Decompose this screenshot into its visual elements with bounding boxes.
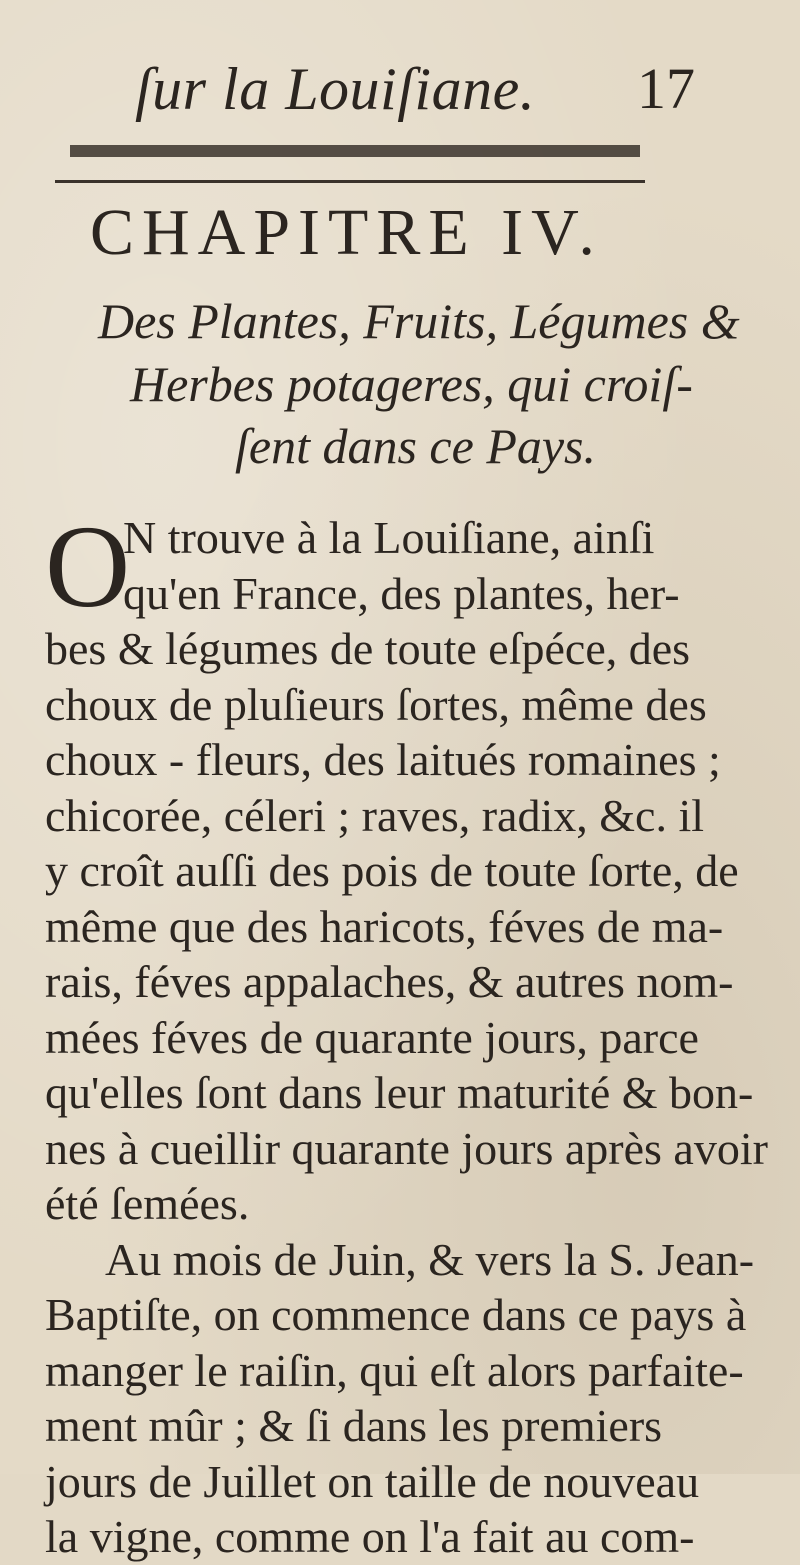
text-line: manger le raiſin, qui eſt alors parfaite-: [45, 1344, 744, 1396]
text-line: choux - fleurs, des laitués romaines ;: [45, 734, 721, 785]
text-line: y croît auſſi des pois de toute ſorte, de: [45, 845, 739, 896]
text-line: ment mûr ; & ſi dans les premiers: [45, 1400, 663, 1451]
text-line: Baptiſte, on commence dans ce pays à: [45, 1289, 747, 1340]
text-line: N trouve à la Louiſiane, ainſi: [123, 512, 655, 563]
text-line: jours de Juillet on taille de nouveau: [45, 1455, 700, 1507]
ornamental-rule: [70, 145, 640, 157]
running-head: [135, 55, 695, 125]
chapter-subtitle-line: ſent dans ce Pays.: [235, 418, 597, 474]
text-line: même que des haricots, féves de ma-: [45, 900, 724, 952]
text-line: rais, féves appalaches, & autres nom-: [45, 956, 734, 1007]
text-line: choux de pluſieurs ſortes, même des: [45, 678, 707, 730]
text-line: Au mois de Juin, & vers la S. Jean-: [105, 1233, 755, 1285]
text-line: mées féves de quarante jours, parce: [45, 1011, 699, 1063]
text-line: chicorée, céleri ; raves, radix, &c. il: [45, 789, 705, 841]
divider-rule: [55, 180, 645, 183]
text-line: qu'elles ſont dans leur maturité & bon-: [45, 1067, 754, 1118]
drop-cap: O: [45, 501, 131, 632]
page-number: 17: [637, 56, 695, 121]
text-line: été ſemées.: [45, 1178, 250, 1229]
chapter-subtitle-line: Herbes potageres, qui croiſ-: [130, 356, 693, 412]
text-line: nes à cueillir quarante jours après avoir: [45, 1122, 768, 1174]
text-line: la vigne, comme on l'a fait au com-: [45, 1511, 695, 1562]
text-line: qu'en France, des plantes, her-: [123, 567, 680, 619]
text-line: bes & légumes de toute eſpéce, des: [45, 623, 691, 674]
chapter-heading: CHAPITRE IV.: [90, 196, 603, 269]
running-title: ſur la Louiſiane.: [135, 56, 536, 122]
chapter-subtitle-line: Des Plantes, Fruits, Légumes &: [98, 293, 740, 349]
body-text: [45, 501, 768, 1565]
